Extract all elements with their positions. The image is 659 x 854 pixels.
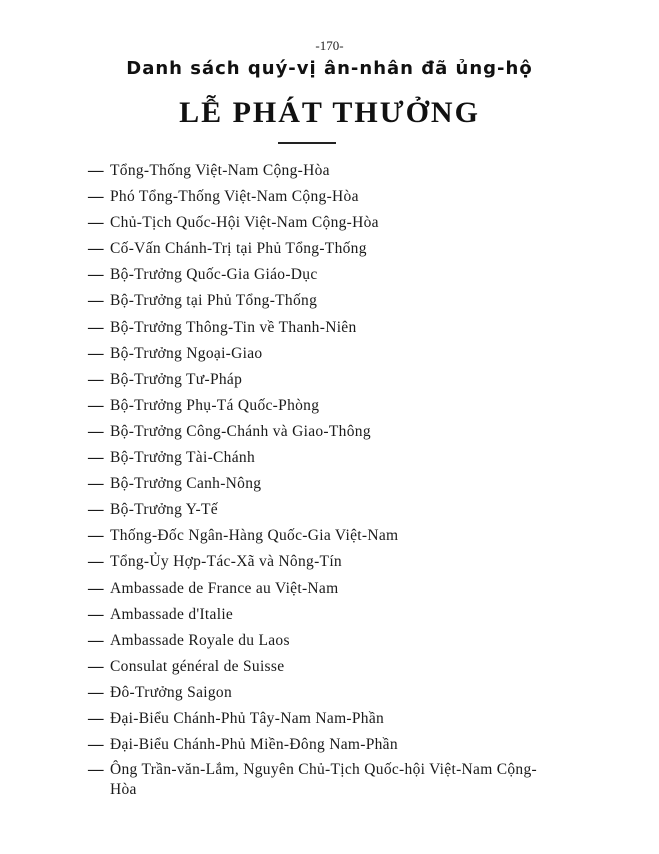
list-item-text: Bộ-Trưởng Thông-Tin về Thanh-Niên xyxy=(110,318,357,336)
list-item xyxy=(88,343,548,369)
list-item xyxy=(88,604,548,630)
list-item-text: Bộ-Trưởng Y-Tế xyxy=(110,501,218,519)
list-item xyxy=(88,656,548,682)
dash-bullet-icon: — xyxy=(88,657,104,675)
list-item xyxy=(88,551,548,577)
benefactor-list xyxy=(88,160,548,800)
list-item-text: Tổng-Thống Việt-Nam Cộng-Hòa xyxy=(110,162,330,179)
list-item xyxy=(88,186,548,212)
list-item xyxy=(88,525,548,551)
dash-bullet-icon: — xyxy=(88,736,104,754)
dash-bullet-icon: — xyxy=(88,579,104,597)
list-item-text: Cố-Vấn Chánh-Trị tại Phủ Tổng-Thống xyxy=(110,240,367,258)
page-subtitle: Danh sách quý-vị ân-nhân đã ủng-hộ xyxy=(126,58,533,79)
list-item-text: Bộ-Trưởng Phụ-Tá Quốc-Phòng xyxy=(110,396,320,414)
list-item xyxy=(88,708,548,734)
dash-bullet-icon: — xyxy=(88,449,104,467)
dash-bullet-icon: — xyxy=(88,240,104,258)
list-item-text: Đại-Biểu Chánh-Phủ Tây-Nam Nam-Phần xyxy=(110,709,385,727)
dash-bullet-icon: — xyxy=(88,709,104,727)
list-item-text: Consulat général de Suisse xyxy=(110,657,285,675)
list-item-text: Bộ-Trưởng Canh-Nông xyxy=(110,475,262,493)
dash-bullet-icon: — xyxy=(88,761,104,779)
list-item-text: Ông Trần-văn-Lắm, Nguyên Chủ-Tịch Quốc-hội Việt-Nam Cộng-Hòa xyxy=(110,761,537,799)
list-item xyxy=(88,290,548,316)
dash-bullet-icon: — xyxy=(88,396,104,414)
list-item xyxy=(88,421,548,447)
dash-bullet-icon: — xyxy=(88,344,104,362)
list-item-text: Bộ-Trưởng tại Phủ Tổng-Thống xyxy=(110,292,318,310)
list-item-text: Thống-Đốc Ngân-Hàng Quốc-Gia Việt-Nam xyxy=(110,527,399,545)
dash-bullet-icon: — xyxy=(88,422,104,440)
list-item xyxy=(88,760,548,800)
list-item xyxy=(88,317,548,343)
dash-bullet-icon: — xyxy=(88,318,104,336)
list-item xyxy=(88,369,548,395)
dash-bullet-icon: — xyxy=(88,162,104,179)
list-item-text: Ambassade de France au Việt-Nam xyxy=(110,579,339,597)
title-underline-divider xyxy=(278,142,336,144)
list-item-text: Bộ-Trưởng Quốc-Gia Giáo-Dục xyxy=(110,266,318,284)
list-item xyxy=(88,212,548,238)
list-item-text: Đại-Biểu Chánh-Phủ Miền-Đông Nam-Phần xyxy=(110,736,398,754)
dash-bullet-icon: — xyxy=(88,605,104,623)
list-item-text: Đô-Trưởng Saigon xyxy=(110,683,233,701)
list-item xyxy=(88,734,548,760)
list-item-text: Bộ-Trưởng Tư-Pháp xyxy=(110,370,243,388)
list-item-text: Bộ-Trưởng Ngoại-Giao xyxy=(110,344,263,362)
page-number: -170- xyxy=(315,38,344,53)
list-item xyxy=(88,160,548,186)
page-title: LỄ PHÁT THƯỞNG xyxy=(179,96,480,129)
list-item-text: Chủ-Tịch Quốc-Hội Việt-Nam Cộng-Hòa xyxy=(110,214,379,232)
dash-bullet-icon: — xyxy=(88,527,104,545)
list-item-text: Tổng-Ủy Hợp-Tác-Xã và Nông-Tín xyxy=(110,553,342,571)
list-item xyxy=(88,499,548,525)
list-item xyxy=(88,264,548,290)
list-item xyxy=(88,473,548,499)
dash-bullet-icon: — xyxy=(88,501,104,519)
dash-bullet-icon: — xyxy=(88,188,104,206)
list-item-text: Phó Tổng-Thống Việt-Nam Cộng-Hòa xyxy=(110,188,359,206)
dash-bullet-icon: — xyxy=(88,475,104,493)
dash-bullet-icon: — xyxy=(88,683,104,701)
list-item xyxy=(88,447,548,473)
list-item-text: Ambassade d'Italie xyxy=(110,605,234,623)
list-item xyxy=(88,238,548,264)
dash-bullet-icon: — xyxy=(88,553,104,571)
dash-bullet-icon: — xyxy=(88,631,104,649)
dash-bullet-icon: — xyxy=(88,370,104,388)
list-item xyxy=(88,395,548,421)
list-item xyxy=(88,578,548,604)
list-item xyxy=(88,682,548,708)
dash-bullet-icon: — xyxy=(88,266,104,284)
list-item-text: Bộ-Trưởng Tài-Chánh xyxy=(110,449,256,467)
list-item xyxy=(88,630,548,656)
list-item-text: Bộ-Trưởng Công-Chánh và Giao-Thông xyxy=(110,422,371,440)
dash-bullet-icon: — xyxy=(88,214,104,232)
list-item-text: Ambassade Royale du Laos xyxy=(110,631,290,649)
dash-bullet-icon: — xyxy=(88,292,104,310)
